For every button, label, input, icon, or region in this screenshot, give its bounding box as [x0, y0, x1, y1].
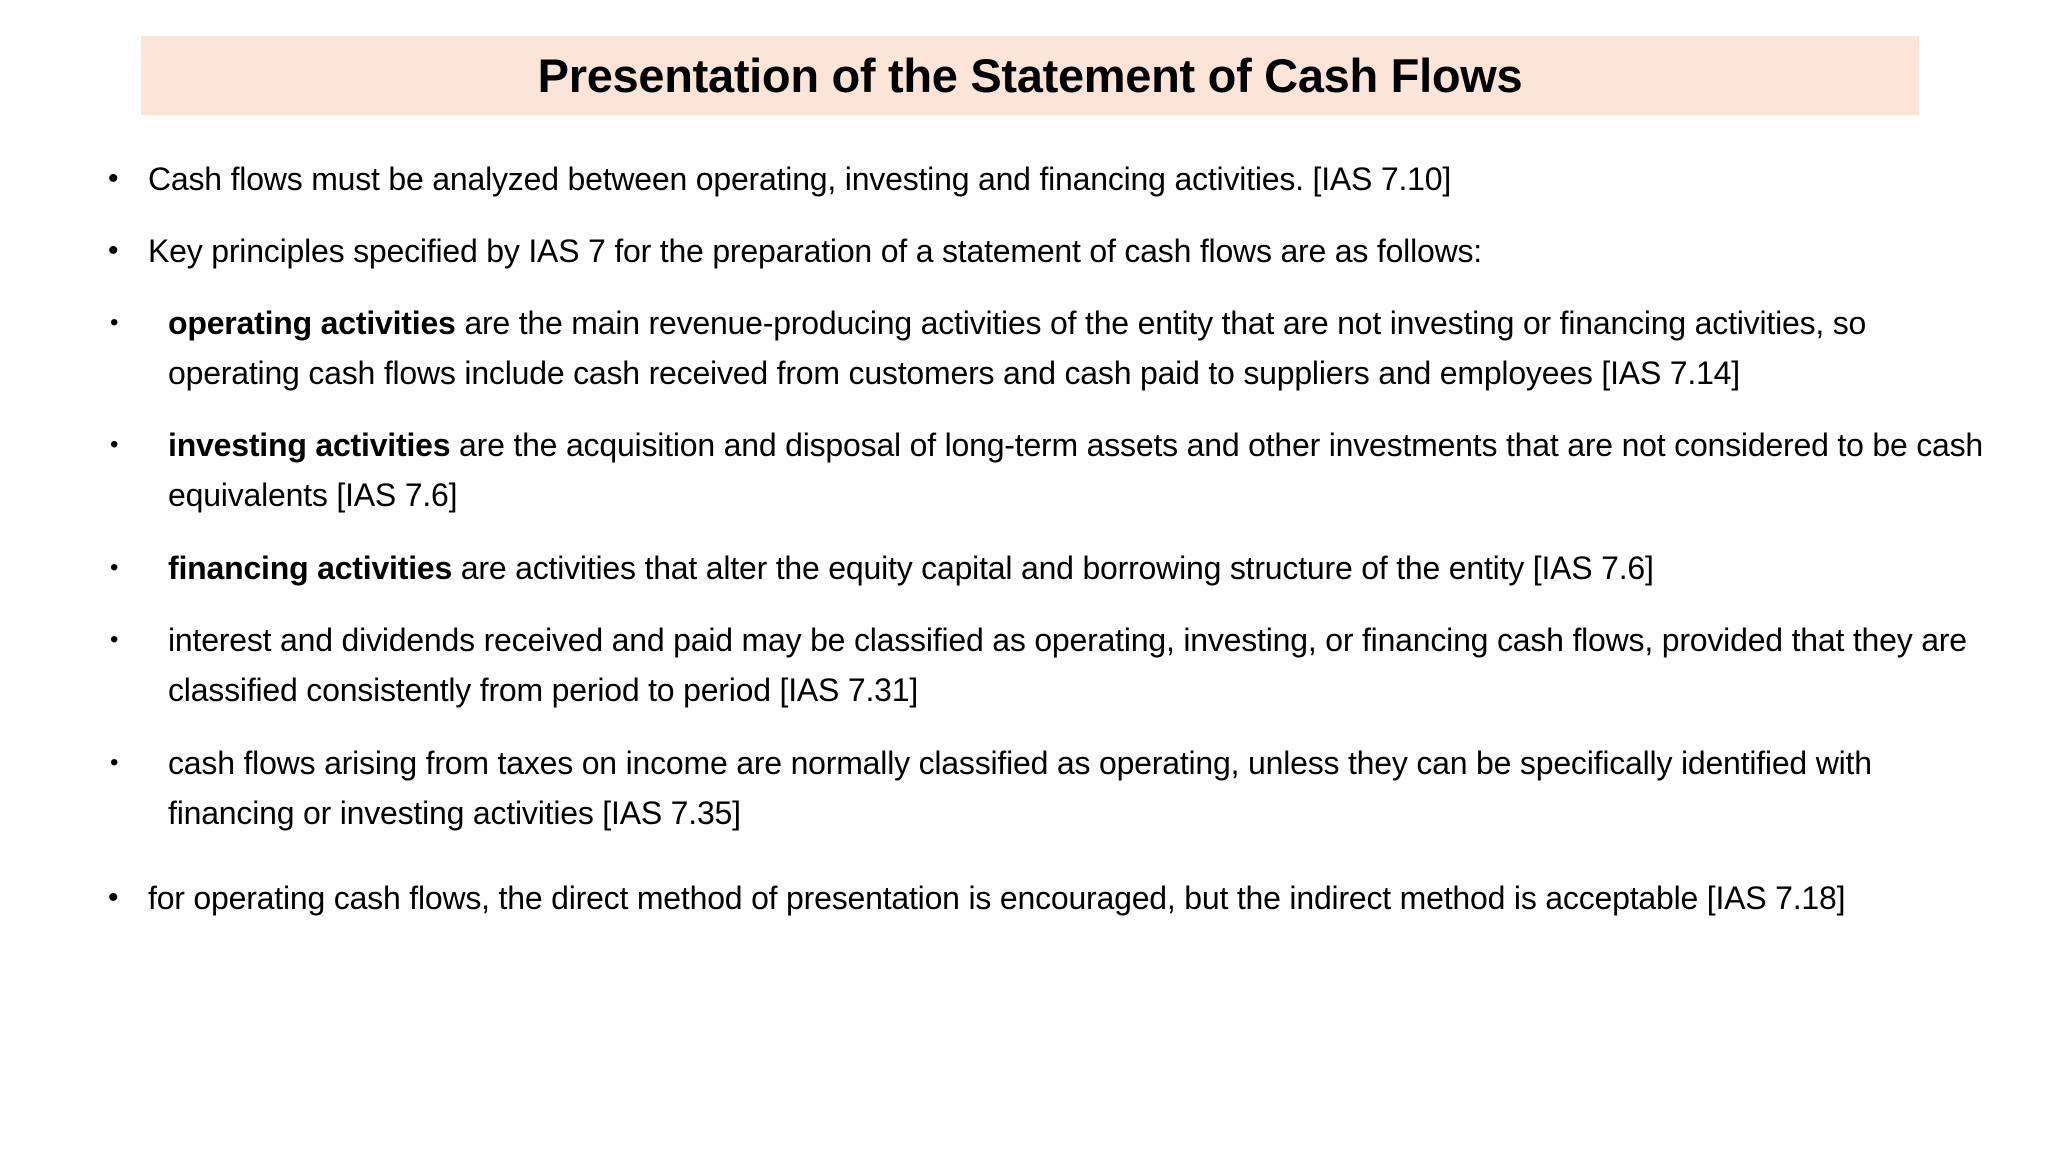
- bullet-item-taxes: [108, 738, 1988, 838]
- bullet-icon: •: [108, 881, 119, 914]
- bullet-text: Cash flows must be analyzed between operating, investing and financing activities. [IAS 7.10]: [148, 161, 1452, 197]
- slide-title: Presentation of the Statement of Cash Flows: [537, 49, 1523, 102]
- bullet-icon: •: [110, 626, 119, 653]
- bullet-text: Key principles specified by IAS 7 for the preparation of a statement of cash flows are as follows:: [148, 233, 1482, 269]
- bullet-text: interest and dividends received and paid may be classified as operating, investing, or financing cash flows, provided that they are classified consistently from period to period [IAS 7.31]: [168, 622, 1967, 708]
- bullet-icon: •: [110, 309, 119, 336]
- bullet-text: [168, 543, 1988, 593]
- bullet-item-principles: [108, 226, 1988, 276]
- bullet-icon: •: [108, 234, 119, 267]
- term-investing: investing activities: [168, 427, 451, 463]
- term-financing: financing activities: [168, 550, 453, 586]
- bullet-item-financing: [108, 543, 1988, 593]
- bullet-item-investing: [108, 420, 1988, 520]
- bullet-icon: •: [108, 162, 119, 195]
- bullet-item-interest-dividends: [108, 615, 1988, 715]
- bullet-item-analysis: [108, 154, 1988, 204]
- bullet-text: [168, 298, 1988, 398]
- bullet-icon: •: [110, 431, 119, 458]
- bullet-text: for operating cash flows, the direct method of presentation is encouraged, but the indirect method is acceptable [IAS 7.18]: [148, 880, 1846, 916]
- bullet-text: cash flows arising from taxes on income are normally classified as operating, unless they can be specifically identified with financing or investing activities [IAS 7.35]: [168, 745, 1872, 831]
- bullet-text: [168, 420, 1988, 520]
- definition-financing: are activities that alter the equity capital and borrowing structure of the entity [IAS 7.6]: [452, 550, 1654, 586]
- definition-investing: are the acquisition and disposal of long-term assets and other investments that are not considered to be cash equivalents [IAS 7.6]: [168, 427, 1984, 513]
- bullet-item-direct-method: [108, 873, 1988, 923]
- bullet-icon: •: [110, 554, 119, 581]
- bullet-item-operating: [108, 298, 1988, 398]
- bullet-icon: •: [110, 749, 119, 776]
- definition-operating: are the main revenue-producing activities of the entity that are not investing or financing activities, so operating cash flows include cash received from customers and cash paid to suppliers and employees [IAS 7.14]: [168, 305, 1867, 391]
- term-operating: operating activities: [168, 305, 456, 341]
